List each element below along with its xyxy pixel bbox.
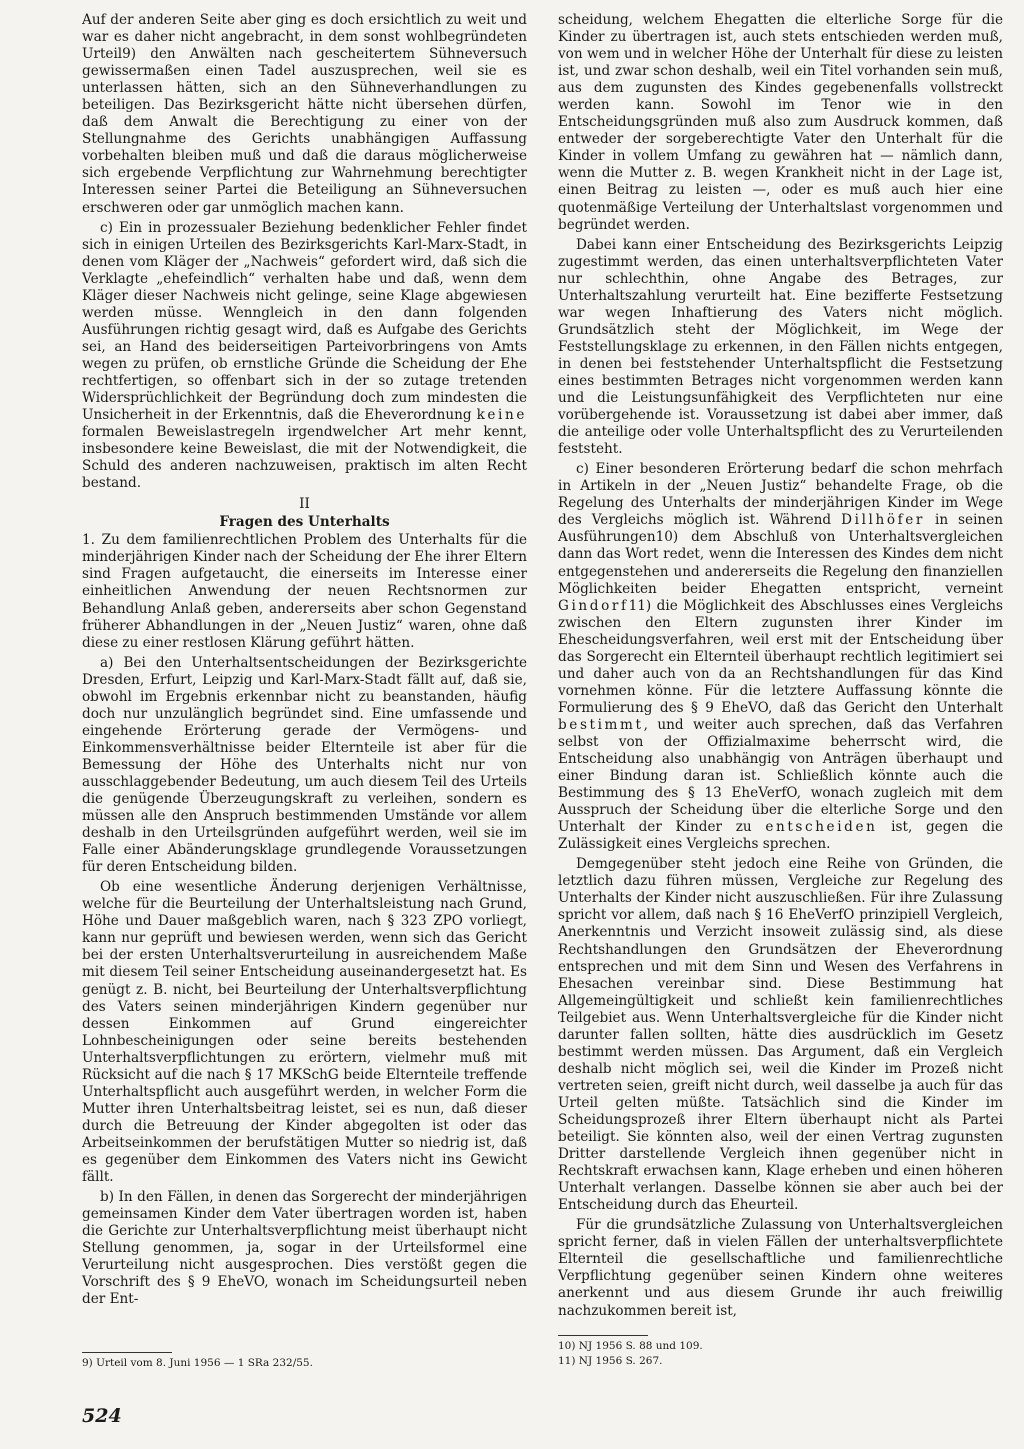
author-name: Dillhöfer bbox=[841, 512, 925, 529]
section-title: Fragen des Unterhalts bbox=[219, 514, 390, 531]
section-number: II bbox=[299, 496, 310, 513]
paragraph: a) Bei den Unterhaltsentscheidungen der Bezirksgerichte Dresden, Erfurt, Leipzig und Karl-Marx-Stadt fällt auf, daß sie, obwohl im Ergebnis erkennbar nicht zu beanstanden, häufig doch nur unzulänglich begründet sind. Eine umfassende und eingehende Erörterung gerade der Vermögens- und Einkommensverhältnisse beider Elternteile ist aber für die Bemessung der Höhe des Unterhalts nicht nur von ausschlaggebender Bedeutung, um auch diesem Teil des Urteils die genügende Überzeugungskraft zu verleihen, sondern es müssen alle den Anspruch bestimmenden Umstände vor allem deshalb in den Urteilsgründen aufgeführt werden, weil sie im Falle einer Abänderungsklage grundlegende Voraussetzungen für deren Entscheidung bilden. bbox=[82, 654, 527, 876]
paragraph: scheidung, welchem Ehegatten die elterliche Sorge für die Kinder zu übertragen ist, auch stets entschieden werden muß, von wem und in welcher Höhe der Unterhalt für diese zu leisten ist, und zwar schon deshalb, weil ein Titel vorhanden sein muß, aus dem zugunsten des Kindes gegebenenfalls vollstreckt werden kann. Sowohl im Tenor wie in den Entscheidungsgründen muß also zum Ausdruck kommen, daß entweder der sorgeberechtigte Vater den Unterhalt für die Kinder in vollem Umfang zu gewähren hat — nämlich dann, wenn die Mutter z. B. wegen Krankheit nicht in der Lage ist, einen Beitrag zu leisten —, oder es muß auch hier eine quotenmäßige Verteilung der Unterhaltslast vorgenommen und begründet werden. bbox=[558, 12, 1003, 233]
paragraph: Dabei kann einer Entscheidung des Bezirksgerichts Leipzig zugestimmt werden, das einen unterhaltsverpflichteten Vater nur schlechthin, ohne Angabe des Betrages, zur Unterhaltszahlung verurteilt hat. Eine bezifferte Festsetzung war wegen Inhaftierung des Vaters nicht möglich. Grundsätzlich steht der Möglichkeit, im Wege der Feststellungsklage zu erkennen, in den Fällen nichts entgegen, in denen bei feststehender Unterhaltspflicht die Festsetzung eines bestimmten Betrages nicht vorgenommen werden kann und die Leistungsunfähigkeit des Verpflichteten nur eine vorübergehende ist. Voraussetzung ist dabei aber immer, daß die anteilige oder volle Unterhaltspflicht des zu Verurteilenden feststeht. bbox=[558, 236, 1003, 458]
left-column bbox=[82, 12, 527, 1311]
paragraph: Für die grundsätzliche Zulassung von Unterhaltsvergleichen spricht ferner, daß in vielen Fällen der unterhaltsverpflichtete Elternteil die gesellschaftliche und familienrechtliche Verpflichtung gegenüber seinen Kindern ohne weiteres anerkennt und aus diesem Grunde ihr auch freiwillig nachzukommen bereit ist, bbox=[558, 1217, 1003, 1319]
right-column bbox=[558, 12, 1003, 1323]
paragraph: b) In den Fällen, in denen das Sorgerecht der minderjährigen gemeinsamen Kinder dem Vater übertragen worden ist, haben die Gerichte zur Unterhaltsverpflichtung meist überhaupt nicht Stellung genommen, ja, sogar in der Urteilsformel eine Verurteilung nicht ausgesprochen. Dies verstößt gegen die Vorschrift des § 9 EheVO, wonach im Scheidungsurteil neben der Ent- bbox=[82, 1189, 527, 1308]
paragraph: c) Einer besonderen Erörterung bedarf die schon mehrfach in Artikeln in der „Neuen Justiz“ behandelte Frage, ob die Regelung des Unterhalts der minderjährigen Kinder im Wege des Vergleichs möglich ist. Während Dillhöfer in seinen Ausführungen10) dem Abschluß von Unterhaltsvergleichen dann das Wort redet, wenn die Interessen des Kindes dem nicht entgegenstehen und andererseits die Regelung den finanziellen Möglichkeiten beider Ehegatten entspricht, verneint Gindorf11) die Möglichkeit des Abschlusses eines Vergleichs zwischen den Eltern zugunsten ihrer Kinder im Ehescheidungsverfahren, weil erst mit der Entscheidung über das Sorgerecht ein Elternteil überhaupt rechtlich legitimiert sei und daher auch von da an Rechtshandlungen für das Kind vornehmen könne. Für die letztere Auffassung könnte die Formulierung des § 9 EheVO, daß das Gericht den Unterhalt bestimmt, und weiter auch sprechen, daß das Verfahren selbst von der Offizialmaxime beherrscht wird, die Entscheidung also unabhängig von Anträgen überhaupt und einer Bindung daran ist. Schließlich könnte auch die Bestimmung des § 13 EheVerfO, wonach zugleich mit dem Ausspruch der Scheidung über die elterliche Sorge und den Unterhalt der Kinder zu entscheiden ist, gegen die Zulässigkeit eines Vergleichs sprechen. bbox=[558, 461, 1003, 853]
page-number: 524 bbox=[82, 1405, 122, 1427]
paragraph: c) Ein in prozessualer Beziehung bedenklicher Fehler findet sich in einigen Urteilen des Bezirksgerichts Karl-Marx-Stadt, in denen vom Kläger der „Nachweis“ gefordert wird, daß sich die Verklagte „ehefeindlich“ verhalten habe und daß, wenn dem Kläger dieser Nachweis nicht gelinge, seine Klage abgewiesen werden müsse. Wenngleich in den dann folgenden Ausführungen richtig gesagt wird, daß es Aufgabe des Gerichts sei, an Hand des beiderseitigen Parteivorbringens von Amts wegen zu prüfen, ob ernstliche Gründe die Scheidung der Ehe rechtfertigen, so offenbart sich in der so zutage tretenden Widersprüchlichkeit der Begründung doch zum mindesten die Unsicherheit in der Erkenntnis, daß die Eheverordnung keine formalen Beweislastregeln irgendwelcher Art mehr kennt, insbesondere keine Beweislast, die mit der Notwendigkeit, die Schuld des anderen nachzuweisen, praktisch im alten Recht bestand. bbox=[82, 219, 528, 492]
paragraph: Auf der anderen Seite aber ging es doch ersichtlich zu weit und war es daher nicht angebracht, in dem sonst wohlbegründeten Urteil9) den Anwälten nach gescheitertem Sühneversuch gewissermaßen einen Tadel auszusprechen, weil sie es unterlassen hätten, sich an den Sühneverhandlungen zu beteiligen. Das Bezirksgericht hätte nicht übersehen dürfen, daß dem Anwalt die Berechtigung zu einer von der Stellungnahme des Gerichts unabhängigen Auffassung vorbehalten bleiben muß und daß die daraus möglicherweise sich ergebende Verpflichtung zur Wahrnehmung berechtigter Interessen seiner Partei die Beteiligung an Sühneversuchen erschweren oder gar unmöglich machen kann. bbox=[82, 12, 527, 216]
paragraph: Demgegenüber steht jedoch eine Reihe von Gründen, die letztlich dazu führen müssen, Vergleiche zur Regelung des Unterhalts der Kinder nicht auszuschließen. Für ihre Zulassung spricht vor allem, daß nach § 16 EheVerfO prinzipiell Vergleich, Anerkenntnis und Verzicht insoweit zulässig sind, als diese Rechtshandlungen den Grundsätzen der Eheverordnung entsprechen und mit dem Sinn und Wesen des Verfahrens in Ehesachen vereinbar sind. Diese Bestimmung hat Allgemeingültigkeit und schließt kein familienrechtliches Teilgebiet aus. Wenn Unterhaltsvergleiche für die Kinder nicht darunter fallen sollten, hätte dies ausdrücklich im Gesetz bestimmt werden müssen. Das Argument, daß ein Vergleich deshalb nicht möglich sei, weil die Kinder im Prozeß nicht vertreten seien, greift nicht durch, weil dasselbe ja auch für das Urteil gelten müßte. Tatsächlich sind die Kinder im Scheidungsprozeß ihrer Eltern überhaupt nicht als Partei beteiligt. Sie könnten also, weil der einen Vertrag zugunsten Dritter darstellende Vergleich ihnen gegenüber nicht in Rechtskraft erwachsen kann, Klage erheben und einen höheren Unterhalt verlangen. Dasselbe können sie aber auch bei der Entscheidung durch das Eheurteil. bbox=[558, 856, 1003, 1214]
paragraph: 1. Zu dem familienrechtlichen Problem des Unterhalts für die minderjährigen Kinder nach der Scheidung der Ehe ihrer Eltern sind Fragen aufgetaucht, die einerseits im Interesse einer einheitlichen Anwendung der neuen Rechtsnormen zur Behandlung Anlaß geben, andererseits aber schon Gegenstand früherer Abhandlungen in der „Neuen Justiz“ waren, ohne daß diese zu einer restlosen Klärung geführt hätten. bbox=[82, 532, 527, 651]
footnote: 9) Urteil vom 8. Juni 1956 — 1 SRa 232/55. bbox=[82, 1357, 313, 1369]
emphasis-spaced: bestimmt bbox=[558, 716, 644, 733]
emphasis-spaced: keine bbox=[476, 407, 528, 424]
footnote: 11) NJ 1956 S. 267. bbox=[558, 1355, 663, 1367]
emphasis-spaced: entscheiden bbox=[765, 819, 878, 836]
paragraph: Ob eine wesentliche Änderung derjenigen Verhältnisse, welche für die Beurteilung der Unterhaltsleistung nach Grund, Höhe und Dauer maßgeblich waren, nach § 323 ZPO vorliegt, kann nur geprüft und bewiesen werden, wenn sich das Gericht bei der ersten Unterhaltsverurteilung in ausreichendem Maße mit diesem Teil seiner Entscheidung auseinandergesetzt hat. Es genügt z. B. nicht, bei Beurteilung der Unterhaltsverpflichtung des Vaters seinen minderjährigen Kindern gegenüber nur dessen Einkommen auf Grund eingereichter Lohnbescheinigungen oder seine bereits bestehenden Unterhaltsverpflichtungen zu erörtern, vielmehr muß mit Rücksicht auf die nach § 17 MKSchG beide Elternteile treffende Unterhaltspflicht auch ausgeführt werden, in welcher Form die Mutter ihren Unterhaltsbeitrag leistet, sei es nun, daß dieser durch die Betreuung der Kinder abgegolten ist oder das Arbeitseinkommen der berufstätigen Mutter so niedrig ist, daß es gegenüber dem Einkommen des Vaters nicht ins Gewicht fällt. bbox=[82, 879, 527, 1186]
footnote-rule bbox=[82, 1352, 172, 1353]
author-name: Gindorf bbox=[558, 597, 629, 614]
footnote-rule bbox=[558, 1335, 648, 1336]
footnote: 10) NJ 1956 S. 88 und 109. bbox=[558, 1340, 703, 1352]
